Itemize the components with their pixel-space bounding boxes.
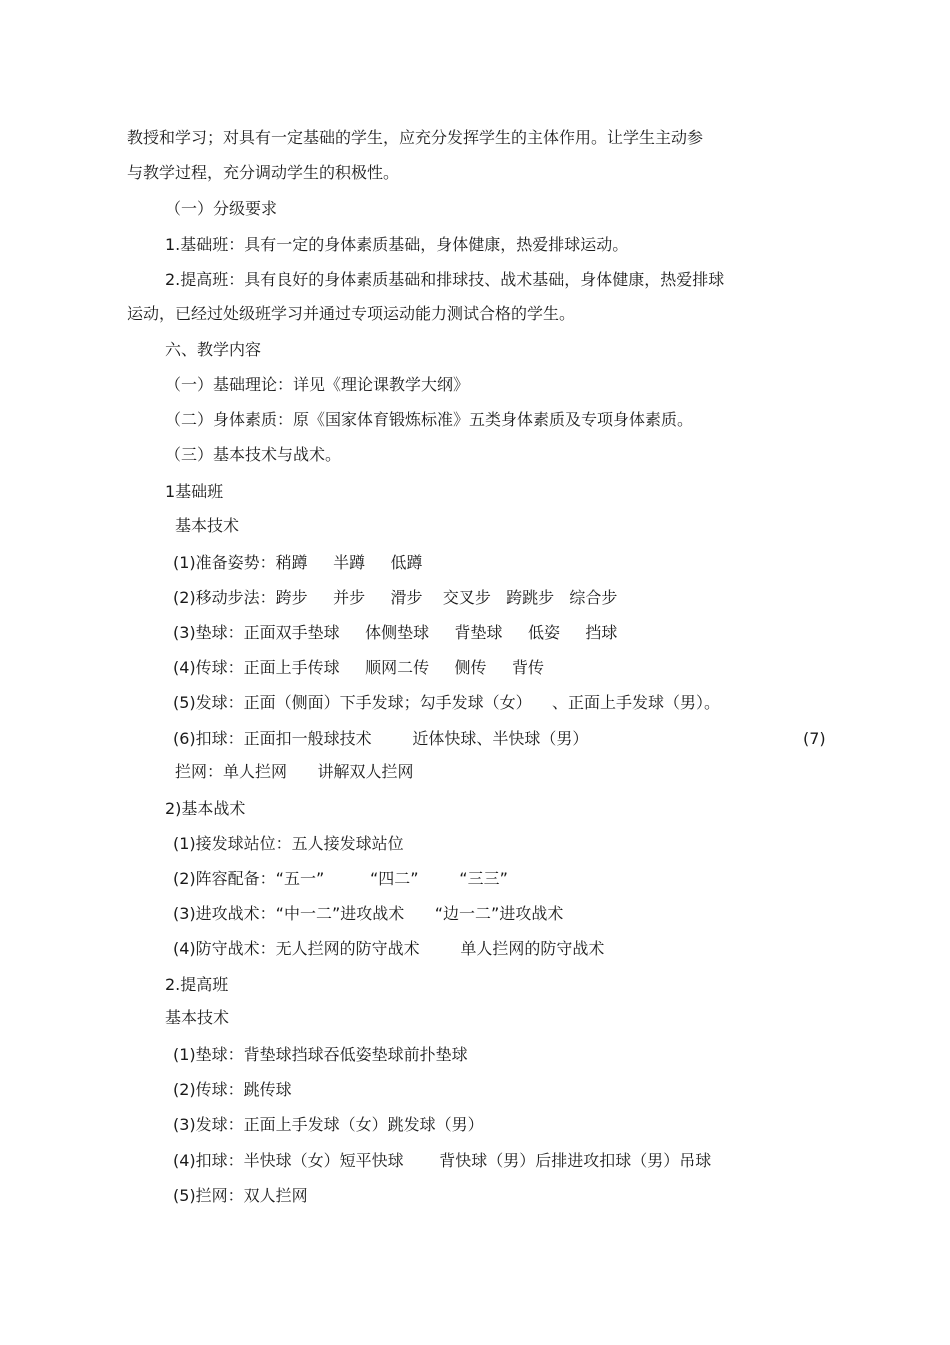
grading-advanced-line-1: 2.提高班：具有良好的身体素质基础和排球技、战术基础，身体健康，热爱排球 <box>165 270 725 289</box>
intro-line-1: 教授和学习；对具有一定基础的学生，应充分发挥学生的主体作用。让学生主动参 <box>127 128 704 147</box>
advanced-class-heading: 2.提高班 <box>165 975 229 994</box>
advanced-item: (1)垫球：背垫球挡球吞低姿垫球前扑垫球 <box>173 1045 468 1064</box>
tactics-item: (1)接发球站位：五人接发球站位 <box>173 834 404 853</box>
grading-basic: 1.基础班：具有一定的身体素质基础，身体健康，热爱排球运动。 <box>165 235 629 254</box>
basic-item: (3)垫球：正面双手垫球 体侧垫球 背垫球 低姿 挡球 <box>173 623 618 642</box>
advanced-item: (3)发球：正面上手发球（女）跳发球（男） <box>173 1115 484 1134</box>
basic-item: (2)移动步法：跨步 并步 滑步 交叉步 跨跳步 综合步 <box>173 588 618 607</box>
content-heading: 六、教学内容 <box>165 340 262 359</box>
basic-tactics-heading: 2)基本战术 <box>165 799 246 818</box>
grading-advanced-line-2: 运动，已经过处级班学习并通过专项运动能力测试合格的学生。 <box>127 304 576 323</box>
basic-tech-heading: 基本技术 <box>175 516 240 535</box>
content-fitness: （二）身体素质：原《国家体育锻炼标准》五类身体素质及专项身体素质。 <box>165 410 694 429</box>
advanced-tech-heading: 基本技术 <box>165 1008 230 1027</box>
advanced-item: (4)扣球：半快球（女）短平快球 背快球（男）后排进攻扣球（男）吊球 <box>173 1151 712 1170</box>
tactics-item: (2)阵容配备：“五一” “四二” “三三” <box>173 869 508 888</box>
content-tech-tactics: （三）基本技术与战术。 <box>165 445 342 464</box>
basic-item: (4)传球：正面上手传球 顺网二传 侧传 背传 <box>173 658 544 677</box>
basic-item-7-text: 拦网：单人拦网 讲解双人拦网 <box>175 762 414 781</box>
tactics-item: (3)进攻战术：“中一二”进攻战术 “边一二”进攻战术 <box>173 904 564 923</box>
basic-item: (5)发球：正面（侧面）下手发球；勾手发球（女） 、正面上手发球（男）。 <box>173 693 721 712</box>
advanced-item: (2)传球：跳传球 <box>173 1080 292 1099</box>
basic-class-heading: 1基础班 <box>165 482 224 501</box>
advanced-item: (5)拦网：双人拦网 <box>173 1186 308 1205</box>
content-theory: （一）基础理论：详见《理论课教学大纲》 <box>165 375 470 394</box>
basic-item: (1)准备姿势：稍蹲 半蹲 低蹲 <box>173 553 423 572</box>
grading-heading: （一）分级要求 <box>165 199 278 218</box>
basic-item: (6)扣球：正面扣一般球技术 近体快球、半快球（男） <box>173 729 589 748</box>
tactics-item: (4)防守战术：无人拦网的防守战术 单人拦网的防守战术 <box>173 939 605 958</box>
basic-item-7-number: (7) <box>803 729 826 748</box>
intro-line-2: 与教学过程，充分调动学生的积极性。 <box>127 163 400 182</box>
